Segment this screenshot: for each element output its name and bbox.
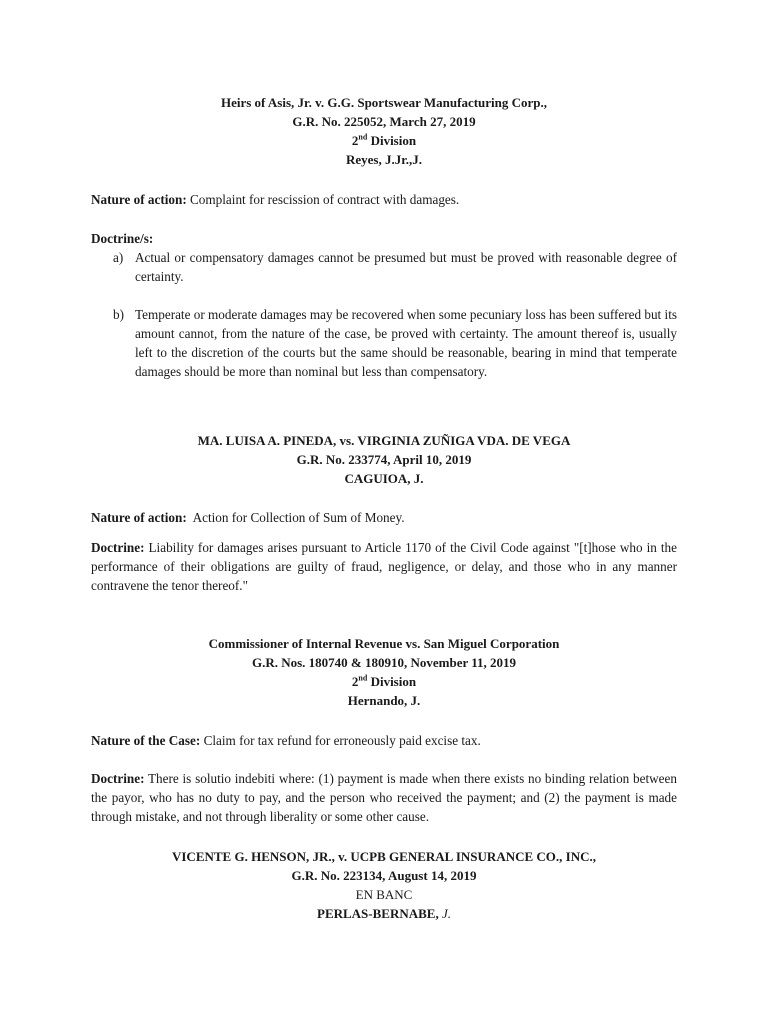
case2-nature <box>91 508 677 527</box>
case4-title: VICENTE G. HENSON, JR., v. UCPB GENERAL INSURANCE CO., INC., <box>171 849 596 864</box>
case1-header <box>91 93 677 169</box>
list-marker: b) <box>113 307 124 322</box>
case3-doctrine-text: There is solutio indebiti where: (1) payment is made when there exists no binding relation between the payor, who has no duty to pay, and the person who received the payment; and (2) the payment is made through mistake, and not through liberality or some other cause. <box>91 771 677 824</box>
case3-title: Commissioner of Internal Revenue vs. San Miguel Corporation <box>208 636 560 651</box>
list-item-text: Temperate or moderate damages may be recovered when some pecuniary loss has been suffered but its amount cannot, from the nature of the case, be proved with certainty. The amount thereof is, usually left to the discretion of the courts but the same should be reasonable, bearing in mind that temperate damages should be more than nominal but less than compensatory. <box>135 307 677 379</box>
case1-division: 2nd Division <box>351 132 417 148</box>
case3-nature-text: Claim for tax refund for erroneously paid excise tax. <box>200 733 481 748</box>
case3-doctrine-label: Doctrine: <box>91 771 145 786</box>
list-item-text: Actual or compensatory damages cannot be presumed but must be proved with reasonable degree of certainty. <box>135 250 677 284</box>
case1-doctrine-list-b <box>91 305 677 381</box>
case2-nature-text: Action for Collection of Sum of Money. <box>186 510 405 525</box>
case3-division: 2nd Division <box>351 673 417 689</box>
case1-ponente: Reyes, J.Jr.,J. <box>345 152 423 167</box>
case3-nature <box>91 731 677 750</box>
case1-title: Heirs of Asis, Jr. v. G.G. Sportswear Manufacturing Corp., <box>220 95 548 110</box>
case1-nature-text: Complaint for rescission of contract with damages. <box>186 192 460 207</box>
case1-nature-label: Nature of action: <box>91 192 187 207</box>
case4-ponente: PERLAS-BERNABE, J. <box>317 906 451 921</box>
case3-doctrine <box>91 769 677 826</box>
case2-header <box>91 431 677 488</box>
case3-header <box>91 634 677 710</box>
case2-ponente: CAGUIOA, J. <box>344 471 424 486</box>
case1-nature <box>91 190 677 209</box>
list-item <box>91 305 677 381</box>
case2-nature-label: Nature of action: <box>91 510 187 525</box>
case1-doctrine-label: Doctrine/s: <box>91 231 154 246</box>
case4-court: EN BANC <box>355 887 413 902</box>
case1-gr-number: G.R. No. 225052, March 27, 2019 <box>292 114 476 129</box>
case1-doctrine-list <box>91 248 677 286</box>
case4-header <box>91 847 677 923</box>
case2-doctrine <box>91 538 677 595</box>
case3-nature-label: Nature of the Case: <box>91 733 201 748</box>
case3-ponente: Hernando, J. <box>347 693 421 708</box>
list-marker: a) <box>113 250 124 265</box>
list-item <box>91 248 677 286</box>
case2-gr-number: G.R. No. 233774, April 10, 2019 <box>296 452 472 467</box>
case4-gr-number: G.R. No. 223134, August 14, 2019 <box>291 868 477 883</box>
case2-doctrine-label: Doctrine: <box>91 540 145 555</box>
case2-title: MA. LUISA A. PINEDA, vs. VIRGINIA ZUÑIGA VDA. DE VEGA <box>197 433 571 448</box>
case2-doctrine-text: Liability for damages arises pursuant to Article 1170 of the Civil Code against "[t]hose who in the performance of their obligations are guilty of fraud, negligence, or delay, and those who in any manner contravene the tenor thereof." <box>91 540 677 593</box>
case3-gr-number: G.R. Nos. 180740 & 180910, November 11, 2019 <box>251 655 517 670</box>
